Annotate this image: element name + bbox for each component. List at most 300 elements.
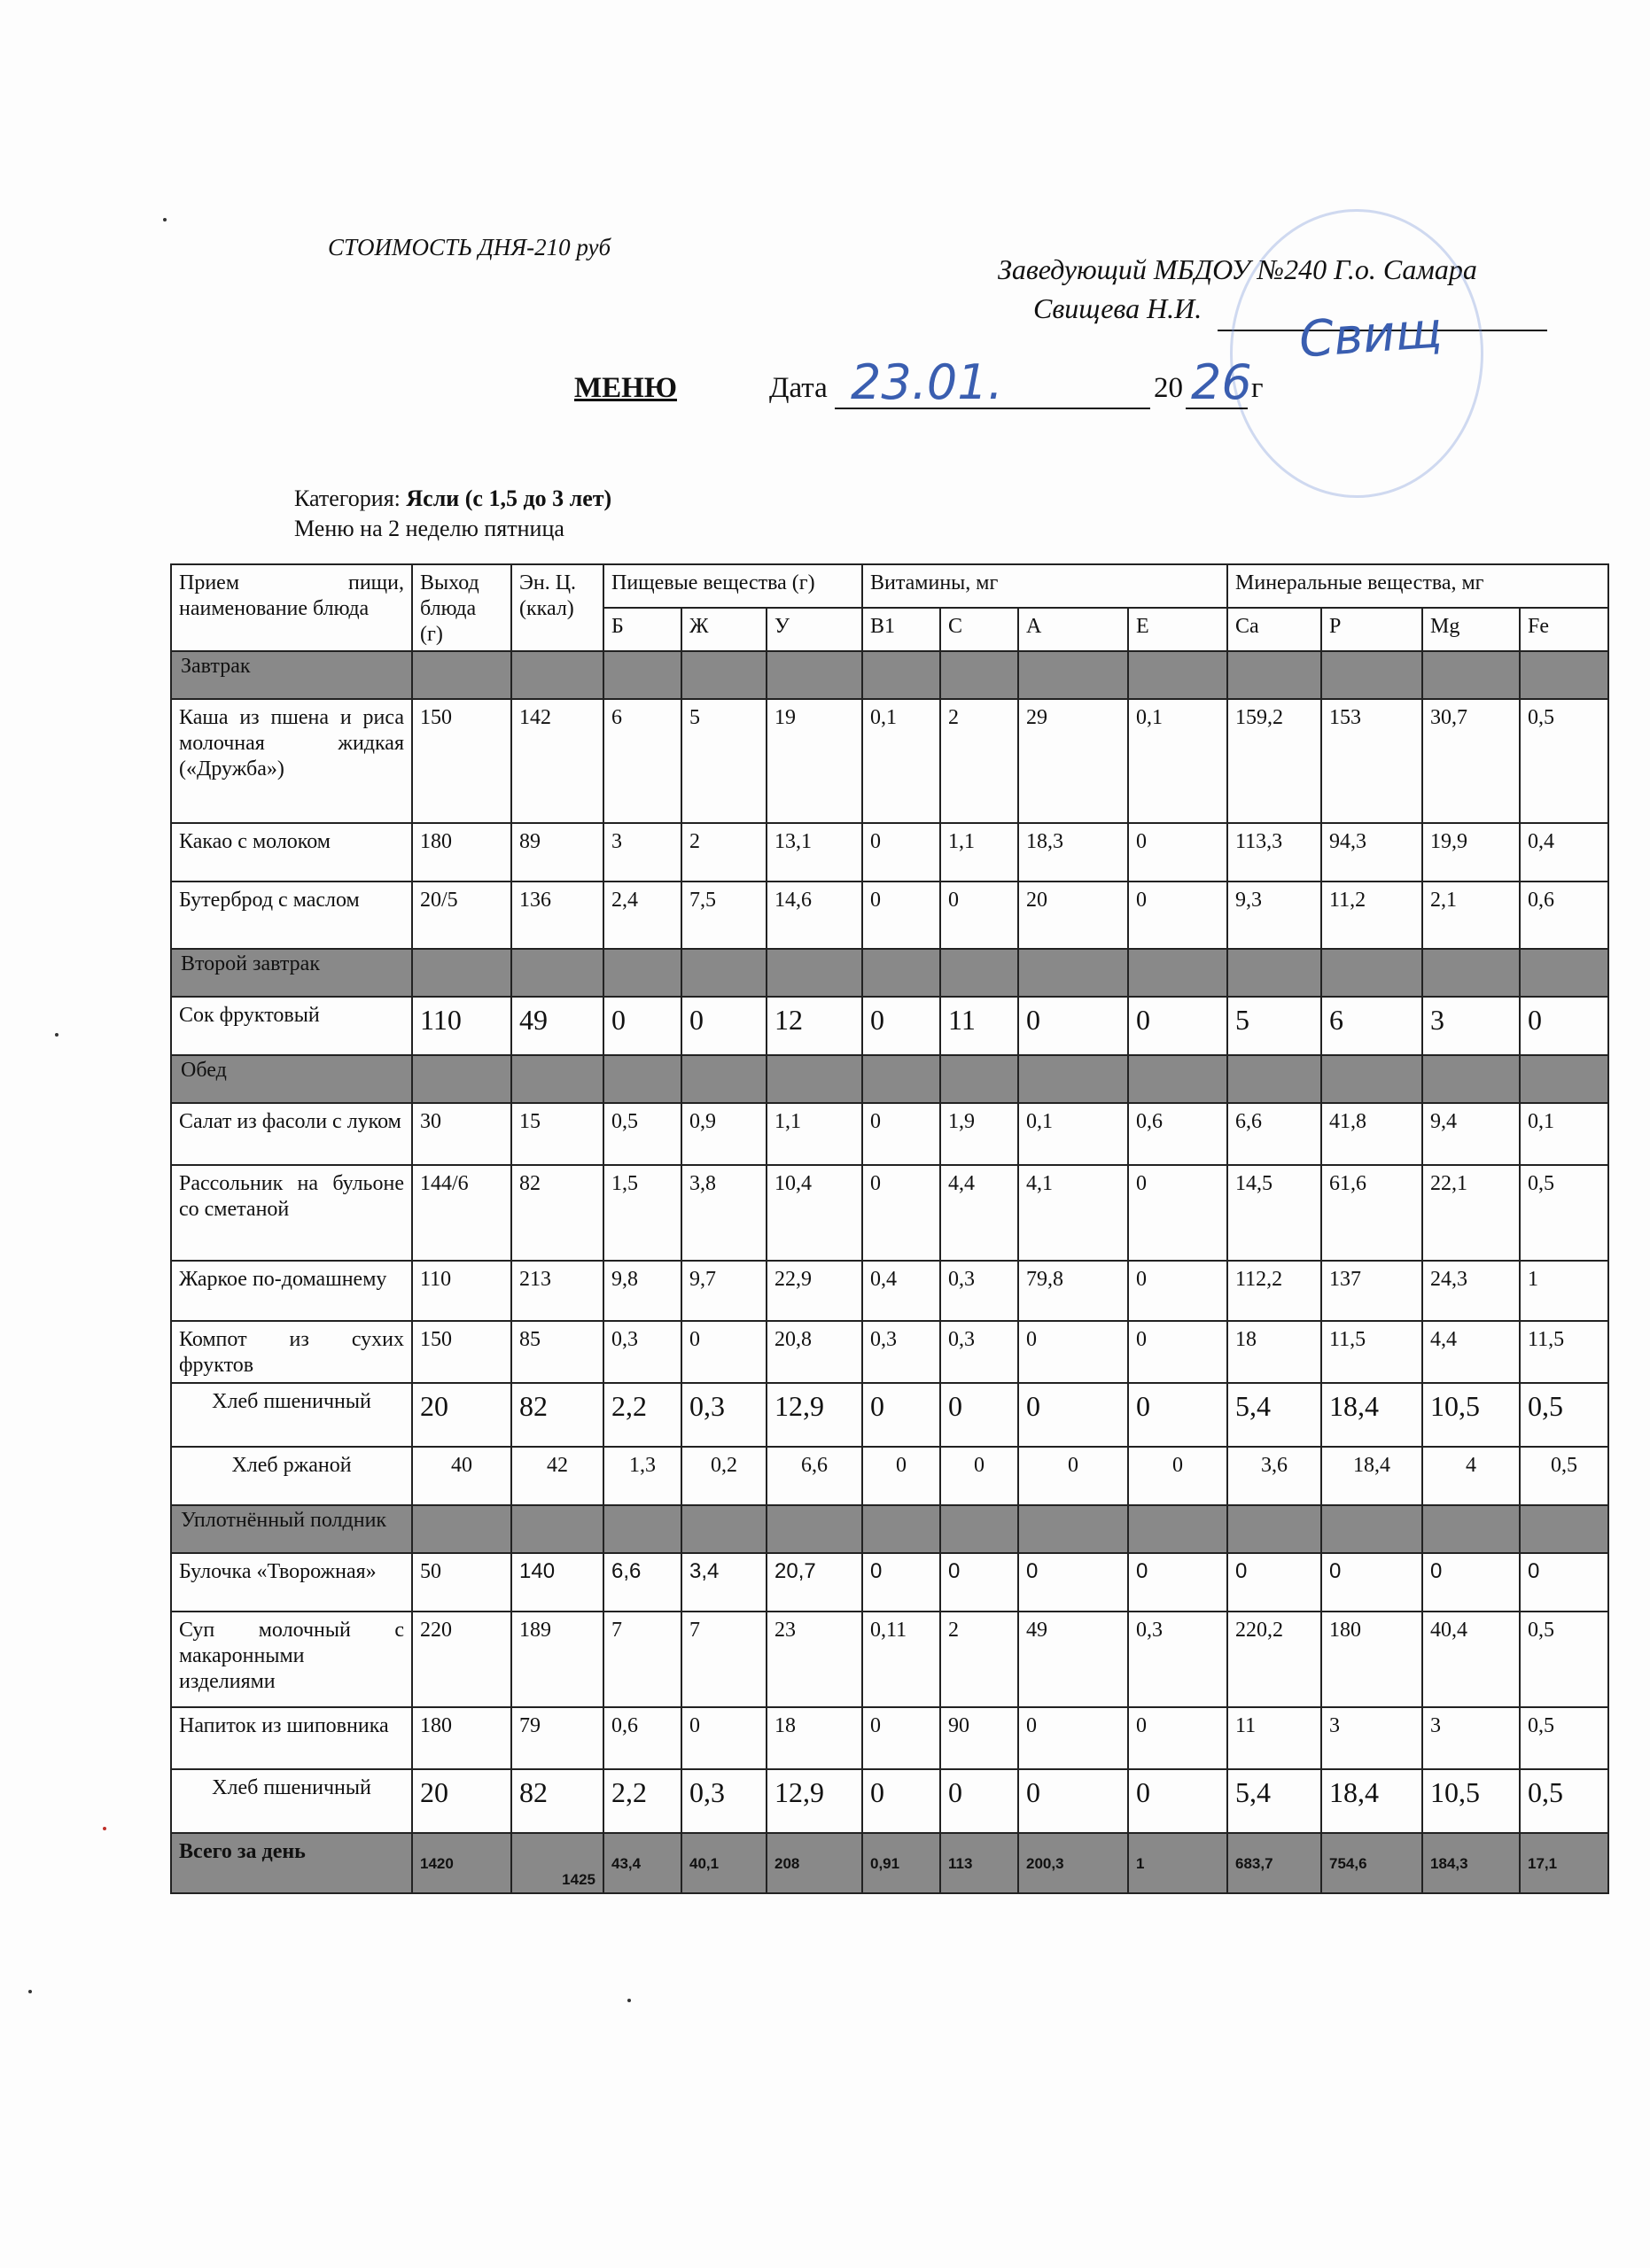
value-cell: 7 [681, 1612, 767, 1707]
value-cell: 7 [603, 1612, 681, 1707]
total-value: 0,91 [862, 1833, 940, 1893]
section-cell [940, 949, 1018, 997]
value-cell: 18,3 [1018, 823, 1128, 882]
value-cell: 0,3 [603, 1321, 681, 1383]
value-cell: 0,1 [862, 699, 940, 823]
value-cell: 0 [1128, 882, 1227, 949]
section-cell [1321, 1055, 1422, 1103]
value-cell: 0 [862, 1447, 940, 1505]
total-value: 1 [1128, 1833, 1227, 1893]
section-row-lunch [171, 1055, 1608, 1103]
col-e: Е [1128, 608, 1227, 651]
value-cell: 23 [767, 1612, 862, 1707]
value-cell: 10,5 [1422, 1769, 1520, 1833]
section-cell [1520, 1505, 1608, 1553]
value-cell: 6,6 [603, 1553, 681, 1612]
section-row-second_breakfast [171, 949, 1608, 997]
value-cell: 1 [1520, 1261, 1608, 1321]
scan-speck [55, 1033, 58, 1037]
value-cell: 0 [1128, 1165, 1227, 1261]
value-cell: 24,3 [1422, 1261, 1520, 1321]
value-cell: 0 [862, 1769, 940, 1833]
value-cell: 20 [412, 1769, 511, 1833]
value-cell: 14,5 [1227, 1165, 1321, 1261]
scan-speck [103, 1827, 106, 1830]
value-cell: 0 [1018, 1321, 1128, 1383]
value-cell: 0 [681, 1321, 767, 1383]
value-cell: 20 [1018, 882, 1128, 949]
value-cell: 40 [412, 1447, 511, 1505]
value-cell: 14,6 [767, 882, 862, 949]
value-cell: 11,2 [1321, 882, 1422, 949]
menu-table [170, 563, 1609, 1894]
dish-name: Сок фруктовый [171, 997, 412, 1055]
value-cell: 0 [1128, 1707, 1227, 1769]
total-value: 17,1 [1520, 1833, 1608, 1893]
value-cell: 6,6 [767, 1447, 862, 1505]
section-cell [511, 1505, 603, 1553]
value-cell: 1,1 [767, 1103, 862, 1165]
table-row [171, 1707, 1608, 1769]
value-cell: 50 [412, 1553, 511, 1612]
col-protein: Б [603, 608, 681, 651]
section-cell [940, 651, 1018, 699]
value-cell: 0 [1128, 823, 1227, 882]
value-cell: 2 [940, 1612, 1018, 1707]
value-cell: 0 [940, 1769, 1018, 1833]
value-cell: 1,5 [603, 1165, 681, 1261]
value-cell: 0 [1018, 1447, 1128, 1505]
value-cell: 29 [1018, 699, 1128, 823]
value-cell: 0,5 [1520, 699, 1608, 823]
value-cell: 0 [1018, 1769, 1128, 1833]
value-cell: 5 [681, 699, 767, 823]
value-cell: 12 [767, 997, 862, 1055]
value-cell: 0 [1018, 997, 1128, 1055]
section-cell [1520, 949, 1608, 997]
dish-name: Хлеб пшеничный [171, 1769, 412, 1833]
value-cell: 40,4 [1422, 1612, 1520, 1707]
value-cell: 18 [1227, 1321, 1321, 1383]
total-value: 113 [940, 1833, 1018, 1893]
section-cell [603, 949, 681, 997]
value-cell: 1,1 [940, 823, 1018, 882]
section-cell [1321, 1505, 1422, 1553]
section-label: Обед [171, 1055, 412, 1103]
value-cell: 9,8 [603, 1261, 681, 1321]
value-cell: 1,9 [940, 1103, 1018, 1165]
table-row [171, 997, 1608, 1055]
value-cell: 0 [1018, 1553, 1128, 1612]
value-cell: 5,4 [1227, 1769, 1321, 1833]
section-cell [1128, 1505, 1227, 1553]
table-row [171, 823, 1608, 882]
section-cell [1227, 1505, 1321, 1553]
section-cell [940, 1055, 1018, 1103]
section-label: Завтрак [171, 651, 412, 699]
value-cell: 2,1 [1422, 882, 1520, 949]
section-cell [412, 651, 511, 699]
value-cell: 6,6 [1227, 1103, 1321, 1165]
section-cell [681, 1505, 767, 1553]
value-cell: 10,5 [1422, 1383, 1520, 1447]
value-cell: 20,7 [767, 1553, 862, 1612]
dish-name: Салат из фасоли с луком [171, 1103, 412, 1165]
value-cell: 0 [1128, 1321, 1227, 1383]
value-cell: 49 [1018, 1612, 1128, 1707]
value-cell: 41,8 [1321, 1103, 1422, 1165]
value-cell: 90 [940, 1707, 1018, 1769]
table-row [171, 1383, 1608, 1447]
category [294, 485, 611, 512]
col-fat: Ж [681, 608, 767, 651]
value-cell: 4 [1422, 1447, 1520, 1505]
value-cell: 6 [603, 699, 681, 823]
section-cell [1422, 1055, 1520, 1103]
value-cell: 0 [1128, 1383, 1227, 1447]
col-nutrients: Пищевые вещества (г) [603, 564, 862, 608]
value-cell: 4,1 [1018, 1165, 1128, 1261]
value-cell: 12,9 [767, 1383, 862, 1447]
value-cell: 0,5 [1520, 1612, 1608, 1707]
section-row-snack [171, 1505, 1608, 1553]
total-value: 754,6 [1321, 1833, 1422, 1893]
value-cell: 3 [1422, 997, 1520, 1055]
scan-speck [627, 1999, 631, 2002]
value-cell: 1,3 [603, 1447, 681, 1505]
section-cell [681, 1055, 767, 1103]
value-cell: 136 [511, 882, 603, 949]
category-label: Категория: [294, 485, 401, 511]
value-cell: 82 [511, 1165, 603, 1261]
value-cell: 189 [511, 1612, 603, 1707]
value-cell: 0 [862, 1707, 940, 1769]
col-p: Р [1321, 608, 1422, 651]
section-cell [511, 1055, 603, 1103]
col-minerals: Минеральные вещества, мг [1227, 564, 1608, 608]
value-cell: 0,1 [1128, 699, 1227, 823]
section-cell [412, 1055, 511, 1103]
value-cell: 42 [511, 1447, 603, 1505]
value-cell: 0 [1128, 1769, 1227, 1833]
value-cell: 0,5 [1520, 1165, 1608, 1261]
dish-name: Рассольник на бульоне со сметаной [171, 1165, 412, 1261]
total-value: 43,4 [603, 1833, 681, 1893]
value-cell: 0 [1018, 1383, 1128, 1447]
value-cell: 144/6 [412, 1165, 511, 1261]
value-cell: 0 [1227, 1553, 1321, 1612]
value-cell: 18,4 [1321, 1769, 1422, 1833]
section-cell [412, 1505, 511, 1553]
section-cell [511, 651, 603, 699]
handwritten-signature: Свищ [1296, 301, 1444, 369]
section-cell [412, 949, 511, 997]
section-cell [1422, 1505, 1520, 1553]
value-cell: 0,4 [862, 1261, 940, 1321]
total-value: 208 [767, 1833, 862, 1893]
value-cell: 7,5 [681, 882, 767, 949]
value-cell: 150 [412, 699, 511, 823]
total-value: 683,7 [1227, 1833, 1321, 1893]
value-cell: 9,7 [681, 1261, 767, 1321]
value-cell: 3 [1321, 1707, 1422, 1769]
value-cell: 85 [511, 1321, 603, 1383]
value-cell: 0,5 [1520, 1383, 1608, 1447]
value-cell: 19,9 [1422, 823, 1520, 882]
section-cell [1520, 1055, 1608, 1103]
section-cell [1227, 1055, 1321, 1103]
total-row [171, 1833, 1608, 1893]
section-cell [862, 1505, 940, 1553]
value-cell: 0,5 [1520, 1447, 1608, 1505]
value-cell: 0,3 [1128, 1612, 1227, 1707]
value-cell: 13,1 [767, 823, 862, 882]
value-cell: 0,6 [1520, 882, 1608, 949]
value-cell: 3,4 [681, 1553, 767, 1612]
value-cell: 18,4 [1321, 1447, 1422, 1505]
value-cell: 0 [862, 1103, 940, 1165]
table-row [171, 1612, 1608, 1707]
value-cell: 4,4 [1422, 1321, 1520, 1383]
section-cell [862, 651, 940, 699]
value-cell: 0 [1520, 997, 1608, 1055]
value-cell: 12,9 [767, 1769, 862, 1833]
value-cell: 79,8 [1018, 1261, 1128, 1321]
value-cell: 180 [412, 823, 511, 882]
value-cell: 0 [1520, 1553, 1608, 1612]
col-carbs: У [767, 608, 862, 651]
dish-name: Булочка «Творожная» [171, 1553, 412, 1612]
value-cell: 0 [1128, 1447, 1227, 1505]
table-row [171, 1321, 1608, 1383]
value-cell: 159,2 [1227, 699, 1321, 823]
value-cell: 0,11 [862, 1612, 940, 1707]
section-cell [1128, 949, 1227, 997]
value-cell: 20/5 [412, 882, 511, 949]
menu-title: МЕНЮ [574, 372, 677, 404]
dish-name: Каша из пшена и риса молочная жидкая («Дружба») [171, 699, 412, 823]
total-label: Всего за день [171, 1833, 412, 1893]
value-cell: 11,5 [1321, 1321, 1422, 1383]
value-cell: 137 [1321, 1261, 1422, 1321]
section-label: Уплотнённый полдник [171, 1505, 412, 1553]
value-cell: 2,4 [603, 882, 681, 949]
value-cell: 0 [862, 1165, 940, 1261]
total-value: 200,3 [1018, 1833, 1128, 1893]
section-cell [1321, 651, 1422, 699]
col-energy: Эн. Ц. (ккал) [511, 564, 603, 651]
value-cell: 20,8 [767, 1321, 862, 1383]
approval-line-1: Заведующий МБДОУ №240 Г.о. Самара [998, 253, 1477, 285]
value-cell: 0 [681, 1707, 767, 1769]
col-ca: Са [1227, 608, 1321, 651]
col-b1: В1 [862, 608, 940, 651]
dish-name: Напиток из шиповника [171, 1707, 412, 1769]
value-cell: 180 [412, 1707, 511, 1769]
value-cell: 0 [1321, 1553, 1422, 1612]
value-cell: 94,3 [1321, 823, 1422, 882]
header-row-1 [171, 564, 1608, 608]
dish-name: Какао с молоком [171, 823, 412, 882]
section-cell [1018, 1505, 1128, 1553]
value-cell: 9,3 [1227, 882, 1321, 949]
section-cell [1520, 651, 1608, 699]
value-cell: 220,2 [1227, 1612, 1321, 1707]
table-row [171, 1553, 1608, 1612]
section-cell [767, 651, 862, 699]
dish-name: Компот из сухих фруктов [171, 1321, 412, 1383]
section-cell [862, 1055, 940, 1103]
col-vitamins: Витамины, мг [862, 564, 1227, 608]
value-cell: 11,5 [1520, 1321, 1608, 1383]
col-a: А [1018, 608, 1128, 651]
value-cell: 4,4 [940, 1165, 1018, 1261]
section-cell [1018, 651, 1128, 699]
section-cell [767, 949, 862, 997]
dish-name: Хлеб ржаной [171, 1447, 412, 1505]
value-cell: 0,9 [681, 1103, 767, 1165]
value-cell: 0 [681, 997, 767, 1055]
section-cell [1422, 949, 1520, 997]
value-cell: 2 [681, 823, 767, 882]
value-cell: 18 [767, 1707, 862, 1769]
table-row [171, 1769, 1608, 1833]
value-cell: 112,2 [1227, 1261, 1321, 1321]
scan-speck [163, 218, 167, 221]
value-cell: 22,9 [767, 1261, 862, 1321]
date-value: 23.01. [851, 354, 1003, 410]
value-cell: 213 [511, 1261, 603, 1321]
value-cell: 0,4 [1520, 823, 1608, 882]
section-cell [862, 949, 940, 997]
value-cell: 0 [862, 1383, 940, 1447]
value-cell: 22,1 [1422, 1165, 1520, 1261]
value-cell: 49 [511, 997, 603, 1055]
dish-name: Суп молочный с макаронными изделиями [171, 1612, 412, 1707]
year-suffix: г [1251, 372, 1264, 404]
value-cell: 0 [1128, 1553, 1227, 1612]
value-cell: 0 [940, 1447, 1018, 1505]
day-cost: СТОИМОСТЬ ДНЯ-210 руб [328, 234, 611, 260]
section-cell [1227, 949, 1321, 997]
section-cell [1128, 1055, 1227, 1103]
total-value: 1425 [511, 1833, 603, 1893]
value-cell: 0,5 [1520, 1769, 1608, 1833]
value-cell: 113,3 [1227, 823, 1321, 882]
value-cell: 0 [862, 823, 940, 882]
value-cell: 3,6 [1227, 1447, 1321, 1505]
value-cell: 0 [1128, 1261, 1227, 1321]
total-value: 184,3 [1422, 1833, 1520, 1893]
value-cell: 11 [940, 997, 1018, 1055]
value-cell: 0 [862, 1553, 940, 1612]
value-cell: 3 [1422, 1707, 1520, 1769]
section-cell [1227, 651, 1321, 699]
section-label: Второй завтрак [171, 949, 412, 997]
approval-line-2: Свищева Н.И. [1033, 292, 1202, 324]
value-cell: 0 [1422, 1553, 1520, 1612]
col-output: Выход блюда (г) [412, 564, 511, 651]
value-cell: 180 [1321, 1612, 1422, 1707]
section-row-breakfast [171, 651, 1608, 699]
section-cell [603, 1505, 681, 1553]
year-value: 26 [1191, 354, 1252, 410]
value-cell: 0,1 [1018, 1103, 1128, 1165]
value-cell: 0,3 [862, 1321, 940, 1383]
value-cell: 5 [1227, 997, 1321, 1055]
section-cell [767, 1055, 862, 1103]
value-cell: 110 [412, 1261, 511, 1321]
total-value: 1420 [412, 1833, 511, 1893]
value-cell: 0 [940, 1383, 1018, 1447]
value-cell: 5,4 [1227, 1383, 1321, 1447]
section-cell [1321, 949, 1422, 997]
value-cell: 20 [412, 1383, 511, 1447]
value-cell: 0 [862, 997, 940, 1055]
dish-name: Хлеб пшеничный [171, 1383, 412, 1447]
section-cell [603, 1055, 681, 1103]
value-cell: 79 [511, 1707, 603, 1769]
value-cell: 3 [603, 823, 681, 882]
table-row [171, 1261, 1608, 1321]
value-cell: 3,8 [681, 1165, 767, 1261]
value-cell: 6 [1321, 997, 1422, 1055]
date-label: Дата [769, 372, 828, 404]
section-cell [681, 651, 767, 699]
table-row [171, 1447, 1608, 1505]
value-cell: 82 [511, 1769, 603, 1833]
value-cell: 110 [412, 997, 511, 1055]
category-value: Ясли (с 1,5 до 3 лет) [406, 485, 612, 511]
week-line: Меню на 2 неделю пятница [294, 516, 564, 541]
section-cell [603, 651, 681, 699]
value-cell: 9,4 [1422, 1103, 1520, 1165]
section-cell [767, 1505, 862, 1553]
section-cell [511, 949, 603, 997]
value-cell: 0 [1128, 997, 1227, 1055]
value-cell: 89 [511, 823, 603, 882]
value-cell: 0,5 [1520, 1707, 1608, 1769]
value-cell: 18,4 [1321, 1383, 1422, 1447]
value-cell: 10,4 [767, 1165, 862, 1261]
value-cell: 2,2 [603, 1769, 681, 1833]
value-cell: 0 [1018, 1707, 1128, 1769]
value-cell: 0,5 [603, 1103, 681, 1165]
col-mg: Mg [1422, 608, 1520, 651]
value-cell: 0,3 [940, 1321, 1018, 1383]
section-cell [1422, 651, 1520, 699]
table-row [171, 699, 1608, 823]
section-cell [681, 949, 767, 997]
value-cell: 15 [511, 1103, 603, 1165]
value-cell: 82 [511, 1383, 603, 1447]
dish-name: Жаркое по-домашнему [171, 1261, 412, 1321]
table-row [171, 1103, 1608, 1165]
value-cell: 2,2 [603, 1383, 681, 1447]
value-cell: 30,7 [1422, 699, 1520, 823]
value-cell: 140 [511, 1553, 603, 1612]
value-cell: 0,6 [603, 1707, 681, 1769]
value-cell: 0 [603, 997, 681, 1055]
value-cell: 0,6 [1128, 1103, 1227, 1165]
total-value: 40,1 [681, 1833, 767, 1893]
dish-name: Бутерброд с маслом [171, 882, 412, 949]
value-cell: 61,6 [1321, 1165, 1422, 1261]
section-cell [1018, 1055, 1128, 1103]
section-cell [1128, 651, 1227, 699]
year-prefix: 20 [1154, 372, 1183, 404]
value-cell: 220 [412, 1612, 511, 1707]
